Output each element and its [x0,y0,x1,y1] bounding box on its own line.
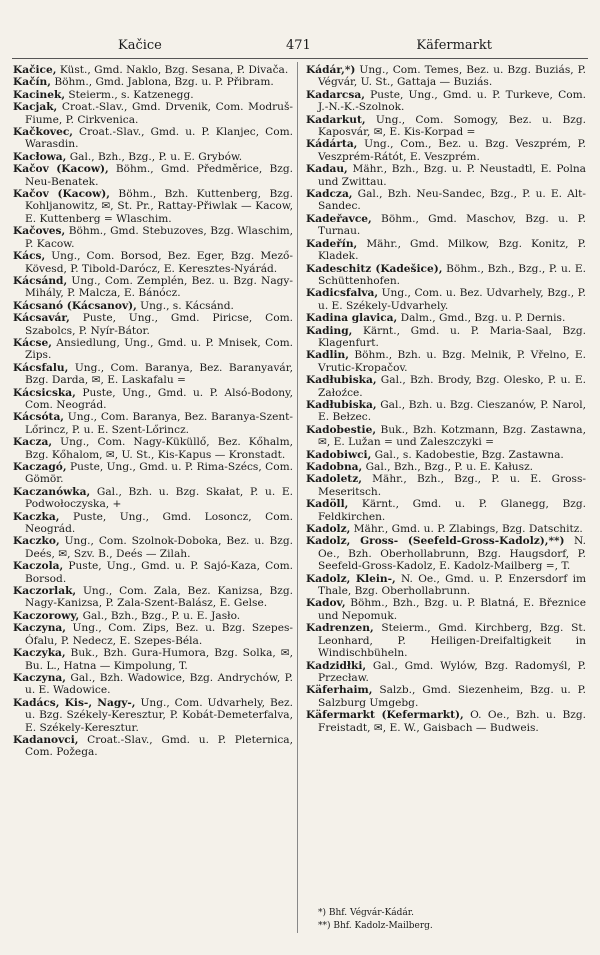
entry-text: Böhm., Bzh. Kuttenberg, Bzg. Kohljanowitz, ✉, St. Pr., Rattay-Přiwlak — Kacow, E. Kuttenberg = Wlaschim. [25,188,293,225]
gazetteer-entry [13,485,293,511]
gazetteer-entry [13,76,293,89]
gazetteer-entry [13,64,293,76]
footnotes [318,907,578,933]
footnote: *) Bhf. Végvár-Kádár. [318,908,414,918]
gazetteer-entry [306,237,586,263]
entry-headword: Kácsánd, [13,274,68,287]
entry-headword: Kadarcsa, [306,88,365,101]
entry-headword: Kaczyna, [13,671,66,684]
entry-text: Ung., Com. Zips, Bez. u. Bzg. Szepes-Ófalu, P. Nedecz, E. Szepes-Béla. [25,622,293,647]
entry-headword: Kadobiwci, [306,448,372,461]
entry-text: Ung., Com. Temes, Bez. u. Bzg. Buziás, P. Végvár, U. St., Gattaja — Buziás. [318,64,586,89]
page-header [18,38,582,56]
entry-headword: Kaczola, [13,560,64,573]
entry-text: Ung., Com. Borsod, Bez. Eger, Bzg. Mező-Kövesd, P. Tibold-Darócz, E. Keresztes-Nyárád. [25,250,293,275]
entry-headword: Kačov (Kacow), [13,188,110,201]
entry-text: Ansiedlung, Ung., Gmd. u. P. Mnisek, Com. Zips. [25,336,293,362]
entry-headword: Kačín, [13,76,51,89]
entry-text: Böhm., Bzh., Bzg. u. P. Blatná, E. Březnice und Nepomuk. [318,597,586,622]
entry-text: Gal., Bzh., Bzg., P. u. E. Kałusz. [365,461,534,473]
entry-headword: Kadoletz, [306,473,362,486]
gazetteer-entry [13,299,293,312]
gazetteer-entry [13,386,293,412]
entry-headword: Kacinek, [13,88,66,101]
entry-text: Puste, Ung., Gmd. u. P. Alsó-Bodony, Com. Neográd. [25,386,293,411]
entry-text: Kärnt., Gmd. u. P. Glanegg, Bzg. Feldkirchen. [318,498,586,523]
entry-headword: Kadolz, [306,523,351,536]
entry-headword: Kadanovci, [13,733,79,746]
entry-headword: Kács, [13,250,46,263]
entry-text: Böhm., Bzh., Bzg., P. u. E. Schüttenhofen. [318,262,586,287]
gazetteer-entry [13,225,293,250]
gazetteer-entry [13,150,293,163]
entry-text: Gal., Bzh., Bzg., P. u. E. Jasło. [82,609,241,622]
gazetteer-entry [13,188,293,225]
header-left-keyword: Kačice [118,38,162,53]
entry-text: Ung., Com. Baranya, Bez. Baranyavár, Bzg. Darda, ✉, E. Laskafalu = [25,361,294,387]
gazetteer-entry [13,733,293,759]
gazetteer-entry [13,274,293,300]
entry-text: Ung., Com. Baranya, Bez. Baranya-Szent-Lőrincz, P. u. E. Szent-Lőrincz. [25,411,293,436]
entry-text: Puste, Ung., Gmd. u. P. Rima-Szécs, Com. Gömör. [25,461,293,486]
gazetteer-entry [13,609,293,622]
gazetteer-entry [306,287,586,312]
entry-text: Böhm., Gmd. Jablona, Bzg. u. P. Přibram. [54,76,274,89]
entry-text: Mähr., Gmd. Milkow, Bzg. Konitz, P. Kladek. [318,237,586,263]
entry-headword: Kadolz, Klein-, [306,572,396,585]
header-rule [12,58,588,59]
gazetteer-entry [306,572,586,598]
entry-text: Gal., Bzh. Wadowice, Bzg. Andrychów, P. u. E. Wadowice. [25,671,293,697]
entry-text: Böhm., Bzh. u. Bzg. Melnik, P. Vřelno, E. Vrutic-Kropačov. [318,349,586,374]
entry-headword: Kaczorlak, [13,585,77,598]
entry-text: Croat.-Slav., Gmd. Drvenik, Com. Modruš-Fiume, P. Cirkvenica. [25,101,294,126]
gazetteer-entry [13,585,293,610]
entry-headword: Kadina glavica, [306,312,398,325]
gazetteer-entry [13,312,293,337]
entry-text: Ung., s. Kácsánd. [140,299,234,312]
entry-headword: Kadarkut, [306,113,366,126]
entry-text: Gal., s. Kadobestie, Bzg. Zastawna. [374,448,564,461]
entry-headword: Käfermarkt (Kefermarkt), [306,709,464,722]
entry-text: Böhm., Gmd. Stebuzoves, Bzg. Wlaschim, P. Kacow. [25,225,293,250]
gazetteer-entry [13,622,293,647]
footnote: **) Bhf. Kadolz-Mailberg. [318,921,433,931]
entry-headword: Kacłowa, [13,150,67,163]
gazetteer-entry [306,113,586,139]
entry-headword: Kácsóta, [13,411,64,424]
entry-text: Mähr., Bzh., Bzg. u. P. Neustadtl, E. Polna und Zwittau. [318,163,586,188]
entry-text: Küst., Gmd. Naklo, Bzg. Sesana, P. Divača. [59,64,289,76]
entry-headword: Kacza, [13,436,53,449]
gazetteer-entry [306,312,586,325]
gazetteer-entry [13,163,293,188]
gazetteer-entry [13,671,293,697]
entry-headword: Kaczagó, [13,461,67,473]
entry-headword: Kácse, [13,336,52,349]
entry-headword: Kadzidłki, [306,659,367,672]
entry-headword: Kačov (Kacow), [13,163,109,176]
entry-text: Mähr., Bzh., Bzg., P. u. E. Gross-Meseritsch. [318,473,586,498]
entry-text: Croat.-Slav., Gmd. u. P. Pleternica, Com. Požega. [25,733,293,759]
entry-headword: Kaczko, [13,535,60,548]
entry-text: Gal., Gmd. Wylów, Bzg. Radomyśl, P. Przecław. [318,659,586,684]
gazetteer-entry [13,535,294,560]
entry-headword: Kaczorowy, [13,609,80,622]
gazetteer-entry [306,374,586,399]
entry-headword: Kadłubiska, [306,398,377,411]
entry-text: Salzb., Gmd. Siezenheim, Bzg. u. P. Salzburg Umgebg. [318,684,586,709]
entry-headword: Kadlin, [306,349,349,362]
gazetteer-entry [13,336,293,362]
entry-text: Ung., Com. Udvarhely, Bez. u. Bzg. Székely-Keresztur, P. Kobát-Demeterfalva, E. Székely-Keresztur. [25,696,293,734]
entry-text: Mähr., Gmd. u. P. Zlabings, Bzg. Datschitz. [353,523,583,536]
column-divider [297,62,298,933]
entry-text: Böhm., Gmd. Maschov, Bzg. u. P. Turnau. [318,212,586,238]
entry-headword: Kádár,*) [306,64,356,76]
entry-text: Gal., Bzh. u. Bzg. Skałat, P. u. E. Podwołoczyska, + [25,485,293,511]
entry-text: Puste, Ung., Gmd. Losoncz, Com. Neográd. [25,510,293,536]
left-column [13,64,293,759]
entry-headword: Kaczka, [13,510,60,523]
entry-headword: Kačkovec, [13,126,73,139]
entry-headword: Kacjak, [13,101,58,114]
entry-headword: Kadau, [306,163,348,176]
entry-text: Buk., Bzh. Gura-Humora, Bzg. Solka, ✉, Bu. L., Hatna — Kimpolung, T. [25,647,293,672]
gazetteer-entry [306,709,586,734]
gazetteer-entry [13,361,294,387]
gazetteer-entry [306,262,586,288]
entry-text: N. Oe., Bzh. Oberhollabrunn, Bzg. Haugsdorf, P. Seefeld-Gross-Kadolz, E. Kadolz-Mailberg =, T. [318,535,586,573]
entry-text: Ung., Com. Somogy, Bez. u. Bzg. Kaposvár, ✉, E. Kis-Korpad = [318,113,586,139]
entry-headword: Kadács, Kis-, Nagy-, [13,696,136,709]
entry-headword: Kačice, [13,64,57,76]
gazetteer-entry [306,64,586,89]
entry-headword: Käferhaim, [306,684,373,697]
entry-text: Dalm., Gmd., Bzg. u. P. Dernis. [400,312,566,325]
entry-text: Buk., Bzh. Kotzmann, Bzg. Zastawna, ✉, E. Lužan = und Zaleszczyki = [318,423,586,449]
entry-text: Ung., Com. Szolnok-Doboka, Bez. u. Bzg. Deés, ✉, Szv. B., Deés — Zilah. [25,535,294,560]
entry-headword: Kadłubiska, [306,374,377,387]
gazetteer-entry [306,659,586,685]
entry-headword: Kading, [306,324,353,337]
entry-headword: Kácsfalu, [13,361,69,374]
entry-text: O. Oe., Bzh. u. Bzg. Freistadt, ✉, E. W., Gaisbach — Budweis. [318,709,586,734]
gazetteer-entry [13,696,293,734]
entry-headword: Kaczyna, [13,622,66,635]
gazetteer-entry [306,423,586,449]
entry-text: Puste, Ung., Gmd. u. P. Sajó-Kaza, Com. Borsod. [25,560,293,585]
entry-text: Ung., Com. Zala, Bez. Kanizsa, Bzg. Nagy-Kanizsa, P. Zala-Szent-Balász, E. Gelse. [25,585,293,610]
header-right-keyword: Käfermarkt [416,38,492,53]
entry-headword: Kádárta, [306,138,358,151]
entry-headword: Kadicsfalva, [306,287,379,300]
entry-text: Ung., Com. u. Bez. Udvarhely, Bzg., P. u. E. Székely-Udvarhely. [318,287,586,312]
gazetteer-entry [13,411,293,436]
right-column [306,64,586,734]
entry-text: Gal., Bzh. Neu-Sandec, Bzg., P. u. E. Alt-Sandec. [318,188,586,213]
gazetteer-entry [13,101,294,126]
entry-text: Croat.-Slav., Gmd. u. P. Klanjec, Com. Warasdin. [25,126,293,151]
gazetteer-entry [306,448,586,461]
entry-headword: Kačoves, [13,225,66,238]
entry-headword: Kaczanówka, [13,485,91,498]
gazetteer-entry [306,461,586,473]
entry-headword: Kadeřín, [306,237,358,250]
entry-text: Ung., Com. Nagy-Küküllő, Bez. Kőhalm, Bzg. Kőhalom, ✉, U. St., Kis-Kapus — Kronstadt. [25,436,293,461]
gazetteer-entry [306,498,586,523]
entry-text: Steierm., s. Katzenegg. [68,88,194,101]
entry-text: Gal., Bzh. Brody, Bzg. Olesko, P. u. E. Załoźce. [318,374,586,399]
gazetteer-entry [13,647,293,672]
gazetteer-entry [306,88,586,114]
entry-text: N. Oe., Gmd. u. P. Enzersdorf im Thale, Bzg. Oberhollabrunn. [318,572,586,598]
gazetteer-entry [306,212,586,238]
entry-text: Gal., Bzh., Bzg., P. u. E. Grybów. [69,150,243,163]
gazetteer-entry [13,250,293,275]
gazetteer-entry [306,349,586,374]
entry-text: Puste, Ung., Gmd. Piricse, Com. Szabolcs, P. Nyír-Bátor. [25,312,293,337]
entry-text: Böhm., Gmd. Předměrice, Bzg. Neu-Benatek. [25,163,293,188]
gazetteer-entry [306,597,586,622]
gazetteer-entry [13,560,293,585]
gazetteer-entry [13,126,293,151]
entry-headword: Kadov, [306,597,346,610]
gazetteer-entry [13,461,293,486]
entry-headword: Kadöll, [306,498,349,511]
gazetteer-entry [13,436,293,461]
gazetteer-entry [306,684,586,709]
gazetteer-entry [306,138,586,163]
entry-headword: Kadrenzen, [306,622,374,635]
gazetteer-entry [306,188,586,213]
gazetteer-entry [13,88,293,101]
page-number: 471 [286,38,311,53]
gazetteer-entry [13,510,293,536]
entry-headword: Kadolz, Gross- (Seefeld-Gross-Kadolz),**) [306,535,565,548]
entry-text: Steierm., Gmd. Kirchberg, Bzg. St. Leonhard, P. Heiligen-Dreifaltigkeit in Windischbüheln. [318,622,586,660]
entry-text: Ung., Com. Zemplén, Bez. u. Bzg. Nagy-Mihály, P. Malcza, E. Bánócz. [25,274,293,300]
entry-headword: Kadeřavce, [306,212,372,225]
entry-headword: Kácsanó (Kácsanov), [13,299,137,312]
gazetteer-entry [306,324,586,350]
gazetteer-entry [306,473,586,498]
entry-headword: Kaczyka, [13,647,66,660]
entry-text: Gal., Bzh. u. Bzg. Cieszanów, P. Narol, E. Bełzec. [318,398,586,424]
gazetteer-entry [306,622,586,660]
entry-headword: Kadobestie, [306,423,377,436]
gazetteer-entry [306,535,586,573]
entry-headword: Kácsicska, [13,386,76,399]
gazetteer-entry [306,523,586,536]
entry-text: Puste, Ung., Gmd. u. P. Turkeve, Com. J.-N.-K.-Szolnok. [318,88,586,114]
gazetteer-entry [306,163,586,188]
entry-headword: Kadobna, [306,461,363,473]
entry-headword: Kadcza, [306,188,353,201]
entry-headword: Kácsavár, [13,312,70,325]
entry-text: Ung., Com., Bez. u. Bzg. Veszprém, P. Veszprém-Rátót, E. Veszprém. [318,138,586,163]
entry-text: Kärnt., Gmd. u. P. Maria-Saal, Bzg. Klagenfurt. [318,324,586,349]
gazetteer-entry [306,398,586,424]
entry-headword: Kadeschitz (Kadešice), [306,262,443,275]
